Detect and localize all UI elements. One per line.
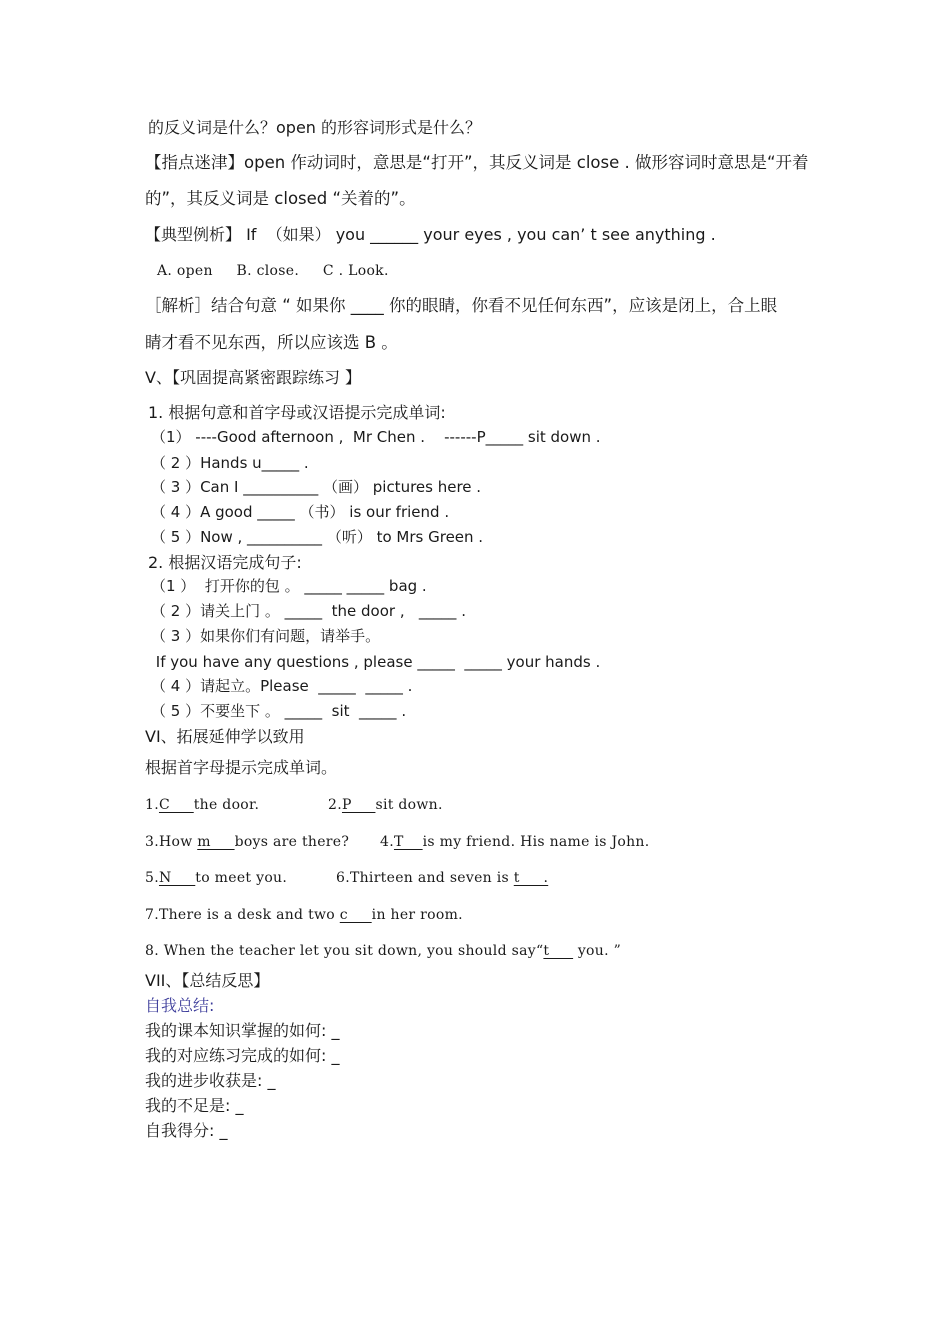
analysis-line-1: ［解析］结合句意 “ 如果你 ____ 你的眼睛，你看不见任何东西”，应该是闭上，合上眼 — [145, 296, 778, 315]
section-5-heading: V、【巩固提高紧密跟踪练习 】 — [145, 368, 362, 387]
part2-item: （ 2 ）请关上门 。 _____ the door , _____ . — [151, 602, 466, 620]
reflection-shortcomings: 我的不足是: _ — [145, 1096, 244, 1115]
example-sentence: 【典型例析】 If （如果） you ______ your eyes , you can’ t see anything . — [145, 225, 716, 244]
exercise-q5: 5.N to meet you. — [145, 870, 288, 886]
part2-item: （ 4 ）请起立。Please _____ _____ . — [151, 677, 413, 695]
reflection-progress: 我的进步收获是: _ — [145, 1071, 276, 1090]
example-options: A. open B. close. C . Look. — [157, 263, 389, 279]
part2-item: （1 ） 打开你的包 。 _____ _____ bag . — [151, 577, 427, 595]
exercise-q3: 3.How m boys are there? — [145, 834, 350, 850]
exercise-q6: 6.Thirteen and seven is t . — [336, 870, 549, 886]
exercise-q1: 1.C the door. — [145, 797, 260, 813]
exercise-q8: 8. When the teacher let you sit down, you should say“t you. ” — [145, 943, 622, 959]
section-6-heading: VI、拓展延伸学以致用 — [145, 727, 305, 746]
part2-item: （ 3 ）如果你们有问题，请举手。 — [151, 627, 381, 645]
section-7-heading: VII、【总结反思】 — [145, 971, 270, 990]
exercise-q7: 7.There is a desk and two c in her room. — [145, 907, 463, 923]
part1-item: （ 4 ）A good _____ （书） is our friend . — [151, 503, 450, 521]
tip-line-2: 的”，其反义词是 closed “关着的”。 — [145, 189, 416, 208]
part1-item: （ 3 ）Can I __________ （画） pictures here . — [151, 478, 482, 496]
analysis-line-2: 睛才看不见东西，所以应该选 B 。 — [145, 333, 398, 352]
intro-question-line: 的反义词是什么？open 的形容词形式是什么？ — [148, 118, 482, 137]
part1-item: （ 2 ）Hands u_____ . — [151, 454, 309, 472]
reflection-knowledge: 我的课本知识掌握的如何: _ — [145, 1021, 340, 1040]
part1-item: （1） ----Good afternoon , Mr Chen . ------P_____ sit down . — [151, 428, 601, 446]
reflection-practice: 我的对应练习完成的如何: _ — [145, 1046, 340, 1065]
section-6-instruction: 根据首字母提示完成单词。 — [145, 758, 338, 777]
part1-title: 1. 根据句意和首字母或汉语提示完成单词: — [148, 403, 446, 422]
exercise-q2: 2.P sit down. — [328, 797, 443, 813]
self-summary-label: 自我总结: — [145, 996, 215, 1015]
reflection-score: 自我得分: _ — [145, 1121, 228, 1140]
tip-line-1: 【指点迷津】open 作动词时，意思是“打开”，其反义词是 close . 做形容词时意思是“开着 — [145, 153, 809, 172]
part2-title: 2. 根据汉语完成句子: — [148, 553, 302, 572]
part2-item: （ 5 ）不要坐下 。 _____ sit _____ . — [151, 702, 407, 720]
part1-item: （ 5 ）Now , __________ （听） to Mrs Green . — [151, 528, 484, 546]
exercise-q4: 4.T is my friend. His name is John. — [380, 834, 650, 850]
part2-item: If you have any questions , please _____ _____ your hands . — [151, 653, 601, 671]
